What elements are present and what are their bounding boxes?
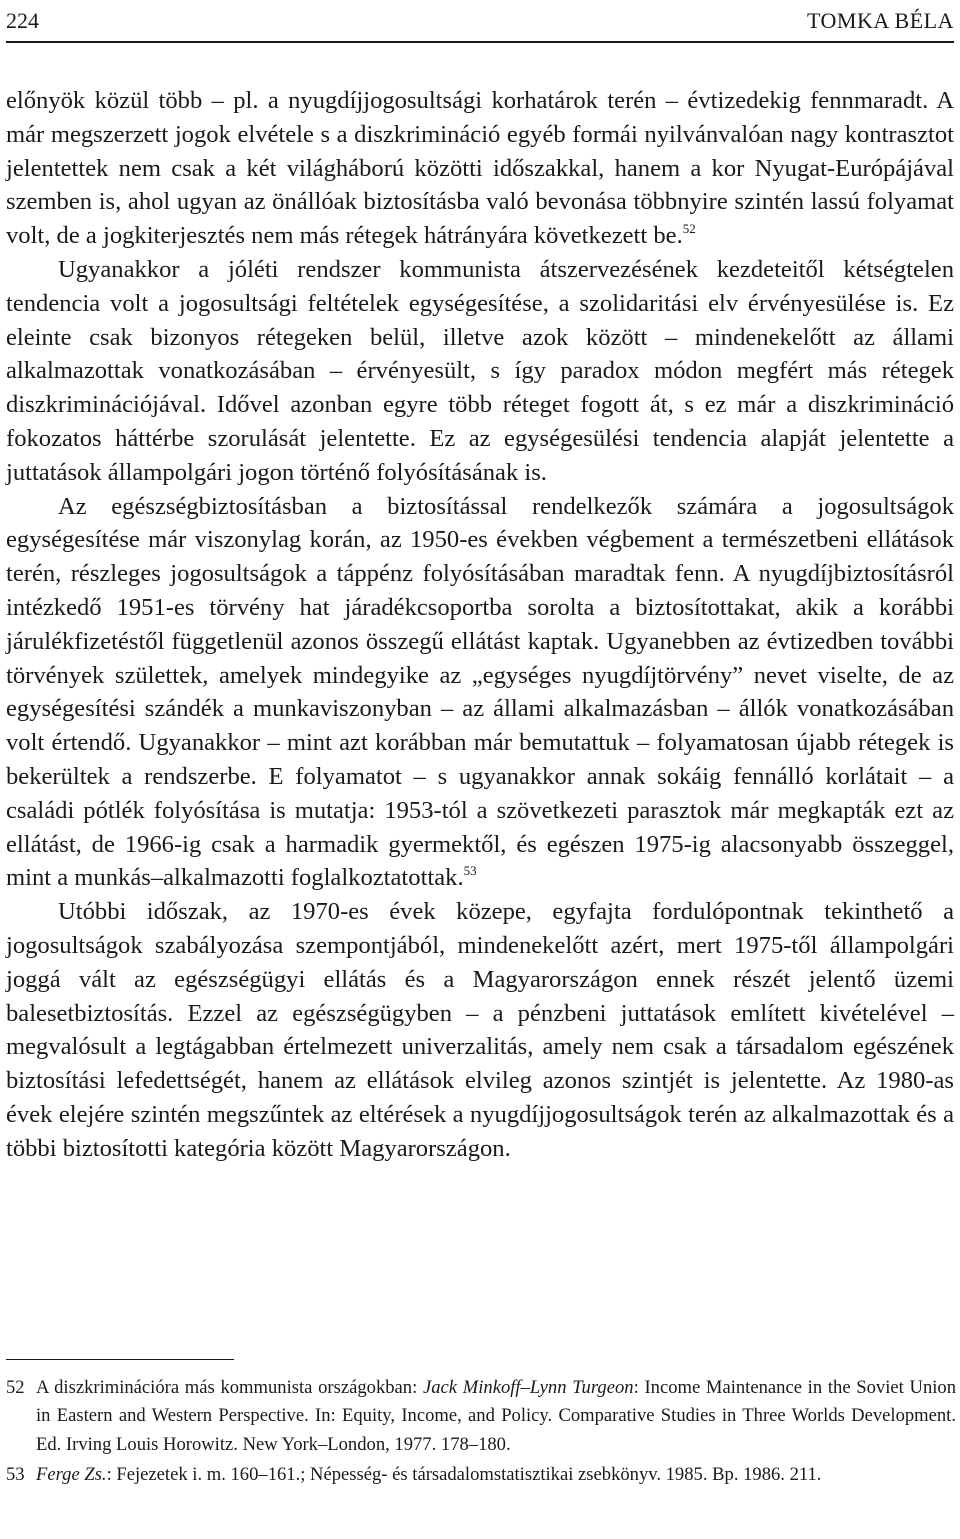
footnote-citation: : Fejezetek i. m. 160–161.; Népesség- és társadalomstatisztikai zsebkönyv. 1985. Bp. 1986. 211.	[106, 1464, 822, 1486]
footnote	[6, 1461, 956, 1489]
paragraph	[6, 253, 954, 490]
footnote-separator	[6, 1359, 234, 1360]
footnote-text	[36, 1374, 956, 1459]
footnote-number: 52	[6, 1377, 25, 1398]
paragraph-text: Utóbbi időszak, az 1970-es évek közepe, egyfajta fordulópontnak tekinthető a jogosultságok szabályozása szempontjából, mindenekelőtt azért, mert 1975-től állampolgári joggá vált az egészségügyi ellátás és a Magyarországon ennek részét jelentő üzemi balesetbiztosítás. Ezzel az egészségügyben – a pénzbeni juttatások említett kivételével – megvalósult a legtágabban értelmezett univerzalitás, amely nem csak a társadalom egészének biztosítási lefedettségét, hanem az ellátások elvileg azonos szintjét is jelentette. Az 1980-as évek elejére szintén megszűntek az eltérések a nyugdíjjogosultságok terén az alkalmazottak és a többi biztosítotti kategória között Magyarországon.	[6, 898, 954, 1162]
footnote-reference[interactable]: 53	[463, 863, 477, 879]
footnote-citation: : Income Maintenance in the Soviet Union in Eastern and Western Perspective. In: Equity, Income, and Policy. Comparative Studies in Three Worlds Development. Ed. Irving Louis Horowitz. New York–London, 1977. 178–180.	[36, 1377, 957, 1455]
paragraph-text: előnyök közül több – pl. a nyugdíjjogosultsági korhatárok terén – évtizedekig fennmaradt. A már megszerzett jogok elvétele s a diszkrimináció egyéb formái nyilvánvalóan nagy kontrasztot jelentettek nem csak a két világháború közötti időszakkal, hanem a kor Nyugat-Európájával szemben is, ahol ugyan az önállóak biztosításba való bevonása többnyire szintén lassú folyamat volt, de a jogkiterjesztés nem más rétegek hátrányára következett be.	[6, 87, 954, 250]
page-number: 224	[6, 8, 39, 33]
paragraph	[6, 84, 954, 253]
footnote	[6, 1374, 956, 1459]
running-head: TOMKA BÉLA	[807, 8, 954, 33]
header-rule	[6, 41, 954, 43]
footnote-author: Ferge Zs.	[36, 1464, 107, 1486]
footnote-text	[36, 1461, 956, 1489]
paragraph-text: Ugyanakkor a jóléti rendszer kommunista átszervezésének kezdeteitől kétségtelen tendencia volt a jogosultsági feltételek egységesítése, a szolidaritási elv érvényesülése is. Ez eleinte csak bizonyos rétegeken belül, illetve azok között – mindenekelőtt az állami alkalmazottak vonatkozásában – érvényesült, s így paradox módon megfért más rétegek diszkriminációjával. Idővel azonban egyre több réteget fogott át, s ez már a diszkrimináció fokozatos háttérbe szorulását jelentette. Ez az egységesülési tendencia alapját jelentette a juttatások állampolgári jogon történő folyósításának is.	[6, 255, 954, 486]
footnotes	[6, 1374, 956, 1490]
footnote-author: Jack Minkoff–Lynn Turgeon	[422, 1377, 634, 1398]
paragraph	[6, 895, 954, 1165]
page-header	[6, 4, 954, 38]
body-text	[6, 84, 954, 1166]
footnote-number: 53	[6, 1464, 25, 1486]
paragraph	[6, 490, 954, 896]
footnote-lead: A diszkriminációra más kommunista országokban:	[36, 1377, 423, 1398]
footnote-reference[interactable]: 52	[682, 221, 696, 237]
paragraph-text: Az egészségbiztosításban a biztosítással rendelkezők számára a jogosultságok egységesítése már viszonylag korán, az 1950-es években végbement a természetbeni ellátások terén, részleges jogosultságok a táppénz folyósításában maradtak fenn. A nyugdíjbiztosításról intézkedő 1951-es törvény hat járadékcsoportba sorolta a biztosítottakat, akik a korábbi járulékfizetéstől függetlenül azonos összegű ellátást kaptak. Ugyanebben az évtizedben további törvények születtek, amelyek mindegyike az „egységes nyugdíjtörvény” nevet viselte, de az egységesítési szándék a munkaviszonyban – az állami alkalmazásban – állók vonatkozásában volt értendő. Ugyanakkor – mint azt korábban már bemutattuk – folyamatosan újabb rétegek is bekerültek a rendszerbe. E folyamatot – s ugyanakkor annak sokáig fennálló korlátait – a családi pótlék folyósítása is mutatja: 1953-tól a szövetkezeti parasztok már megkapták ezt az ellátást, de 1966-ig csak a harmadik gyermektől, és egészen 1975-ig alacsonyabb összeggel, mint a munkás–alkalmazotti foglalkoztatottak.	[6, 492, 954, 892]
